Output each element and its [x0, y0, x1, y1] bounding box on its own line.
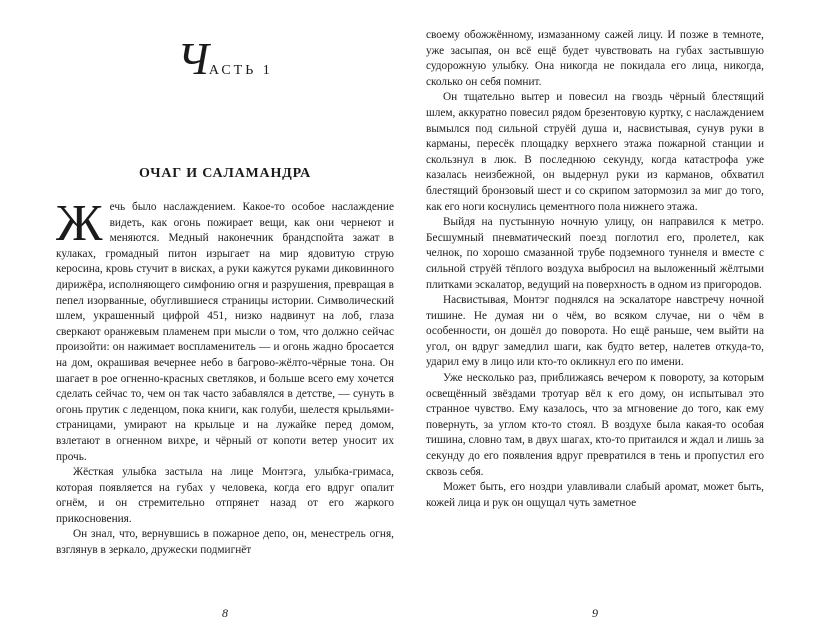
body-text-left	[56, 195, 394, 559]
paragraph: Насвистывая, Монтэг поднялся на эскалаторе навстречу ночной тишине. Не думая ни о чём, во всяком случае, ни о чём в особенности, он дошёл до поворота. Но ещё раньше, чем выйти на угол, он вдруг замедлил шаги, как будто ветер, налетев откуда-то, ударил ему в лицо или кто-то окликнул его по имени.	[426, 294, 764, 369]
paragraph-text: ечь было наслаждением. Какое-то особое наслаждение видеть, как огонь пожирает вещи, как они чернеют и меняются. Медный наконечник брандспойта зажат в кулаках, громадный питон изрыгает на мир ядовитую струю керосина, кровь стучит в висках, а руки кажутся руками диковинного дирижёра, исполняющего симфонию огня и разрушения, превращая в пепел изорванные, обуглившиеся страницы истории. Символический шлем, украшенный цифрой 451, низко надвинут на лоб, глаза сверкают оранжевым пламенем при мысли о том, что должно сейчас произойти: он нажимает воспламенитель — и огонь жадно бросается на дом, окрашивая вечернее небо в багрово-жёлто-чёрные тона. Он шагает в рое огненно-красных светляков, и больше всего ему хочется сделать сейчас то, чем он так часто забавлялся в детстве, — сунуть в огонь прутик с леденцом, пока книги, как голуби, шелестя крыльями-страницами, умирают на крыльце и на лужайке перед домом, взлетают в огненном вихре, и чёрный от копоти ветер уносит их прочь.	[56, 201, 394, 463]
page-number-left: 8	[222, 606, 228, 620]
part-heading	[56, 33, 394, 88]
paragraph: Выйдя на пустынную ночную улицу, он направился к метро. Бесшумный пневматический поезд поглотил его, пролетел, как челнок, по хорошо смазанной трубе подземного туннеля и вместе с сильной струёй тёплого воздуха выбросил на выложенный жёлтыми плитками эскалатор, ведущий на поверхность в одном из пригородов.	[426, 216, 764, 291]
page-number-right: 9	[592, 606, 598, 620]
part-heading-initial: Ч	[177, 33, 209, 84]
paragraph: Может быть, его ноздри улавливали слабый аромат, может быть, кожей лица и рук он ощущал чуть заметное	[426, 481, 764, 509]
body-text-right	[426, 28, 764, 511]
paragraph: Уже несколько раз, приближаясь вечером к повороту, за которым освещённый звёздами тротуар вёл к его дому, он испытывал это странное чувство. Ему казалось, что за мгновение до того, как ему повернуть, за углом кто-то стоял. В воздухе была какая-то особая тишина, словно там, в двух шагах, кто-то притаился и ждал и лишь за секунду до его появления вдруг превратился в тень и пропустил его сквозь себя.	[426, 372, 764, 478]
paragraph	[56, 195, 394, 465]
page-right	[410, 0, 820, 629]
paragraph: Он тщательно вытер и повесил на гвоздь чёрный блестящий шлем, аккуратно повесил рядом брезентовую куртку, с наслаждением вымылся под сильной струёй душа и, насвистывая, сунув руки в карманы, пересёк площадку верхнего этажа пожарной станции и скользнул в люк. В последнюю секунду, когда катастрофа уже казалась неизбежной, он выдернул руки из карманов, обхватил блестящий бронзовый шест и со скрипом затормозил за миг до того, как его ноги коснулись цементного пола нижнего этажа.	[426, 91, 764, 213]
paragraph: Жёсткая улыбка застыла на лице Монтэга, улыбка-гримаса, которая появляется на губах у человека, когда его вдруг опалит огнём, и он стремительно отпрянет назад от его жаркого прикосновения.	[56, 466, 394, 525]
part-heading-rest: АСТЬ 1	[208, 63, 273, 78]
paragraph: своему обожжённому, измазанному сажей лицу. И позже в темноте, уже засыпая, он всё ещё будет чувствовать на губах застывшую судорожную улыбку. Она никогда не покидала его лица, никогда, сколько он себя помнит.	[426, 29, 764, 88]
drop-cap: Ж	[56, 195, 103, 252]
chapter-title: ОЧАГ И САЛАМАНДРА	[138, 166, 312, 181]
paragraph: Он знал, что, вернувшись в пожарное депо, он, менестрель огня, взглянув в зеркало, дружески подмигнёт	[56, 528, 394, 557]
